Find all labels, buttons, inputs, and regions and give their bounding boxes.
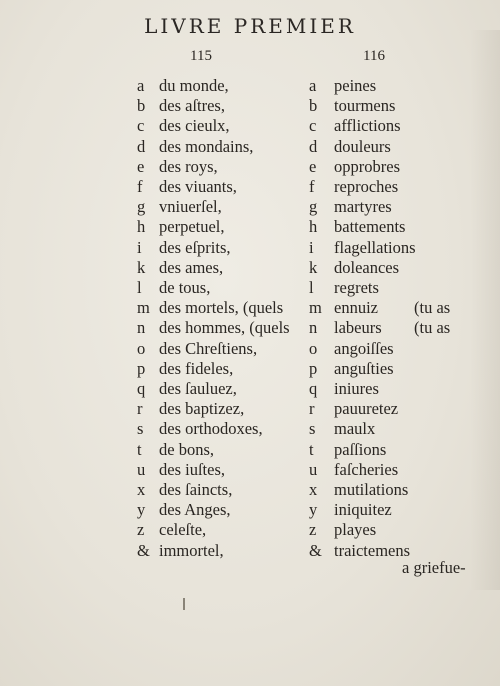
right-letter: y [309,500,318,520]
list-row [0,238,500,258]
left-word: des orthodoxes, [159,419,263,439]
left-word: des baptizez, [159,399,245,419]
list-row [0,379,500,399]
right-word: flagellations [334,237,416,257]
right-extra: (tu as [414,318,451,338]
right-letter: p [309,358,318,378]
folio-left: 115 [190,48,212,64]
list-row [0,157,500,177]
right-letter: l [309,278,314,297]
left-letter: p [137,358,146,378]
left-letter: f [137,177,143,196]
list-row [0,298,500,318]
right-letter: o [309,338,318,358]
left-letter: g [137,197,146,217]
list-row [0,500,500,520]
list-row [0,339,500,359]
left-letter: q [137,379,146,398]
left-letter: d [137,136,146,156]
catchword: a griefue- [402,558,466,577]
list-row [0,460,500,480]
right-word: douleurs [334,136,391,156]
left-letter: c [137,116,145,136]
list-row [0,258,500,278]
right-letter: e [309,156,317,176]
list-row [0,359,500,379]
list-row [0,197,500,217]
paper-mark [183,598,185,610]
left-letter: k [137,257,146,277]
list-row [0,116,500,136]
right-word: paſſions [334,439,387,459]
right-letter: q [309,379,318,398]
right-letter: m [309,298,322,318]
folio-right: 116 [363,48,385,64]
left-letter: m [137,298,150,318]
left-word: des ſaincts, [159,480,233,499]
right-letter: d [309,136,318,156]
right-word: regrets [334,278,379,297]
left-word: des viuants, [159,177,237,196]
left-letter: o [137,338,146,358]
list-row [0,217,500,237]
right-word: mutilations [334,480,409,499]
left-word: des cieulx, [159,116,230,136]
left-letter: n [137,318,146,338]
left-letter: y [137,500,146,520]
right-letter: z [309,520,317,540]
list-row [0,278,500,298]
right-letter: x [309,480,318,499]
left-word: des fideles, [159,358,234,378]
left-letter: r [137,399,143,419]
list-row [0,419,500,439]
left-word: des mortels, (quels [159,298,284,318]
right-word: martyres [334,197,392,217]
left-letter: b [137,96,146,116]
left-letter: a [137,76,145,95]
right-word: labeurs [334,318,382,338]
list-row [0,137,500,157]
right-word: battements [334,217,406,237]
left-word: des ames, [159,257,224,277]
right-letter: i [309,237,314,257]
left-word: celeſte, [159,520,207,540]
right-extra: (tu as [414,298,451,318]
right-word: doleances [334,257,400,277]
right-word: iniures [334,379,379,398]
list-row [0,318,500,338]
list-row [0,480,500,500]
right-word: iniquitez [334,500,392,520]
right-letter: t [309,439,314,459]
left-word: des aſtres, [159,96,225,116]
right-word: peines [334,76,377,95]
right-letter: f [309,177,315,196]
left-letter: l [137,278,142,297]
left-word: perpetuel, [159,217,225,237]
left-letter: z [137,520,145,540]
right-word: tourmens [334,96,396,116]
left-word: des iuſtes, [159,459,225,479]
right-word: maulx [334,419,376,439]
list-row [0,76,500,96]
left-letter: s [137,419,144,439]
left-letter: i [137,237,142,257]
list-row [0,96,500,116]
left-word: des Chreſtiens, [159,338,258,358]
right-letter: c [309,116,317,136]
left-letter: e [137,156,145,176]
list-row [0,440,500,460]
running-head: LIVRE PREMIER [144,14,356,38]
left-word: des hommes, (quels [159,318,290,338]
right-word: pauuretez [334,399,399,419]
right-word: traictemens [334,540,411,560]
right-letter: n [309,318,318,338]
right-word: faſcheries [334,459,399,479]
left-word: de bons, [159,439,214,459]
left-letter: t [137,439,142,459]
left-word: des Anges, [159,500,231,520]
left-word: immortel, [159,540,224,560]
right-letter: & [309,540,322,560]
right-word: opprobres [334,156,400,176]
right-word: anguſties [334,358,394,378]
right-word: ennuiz [334,298,378,318]
left-word: vniuerſel, [159,197,222,217]
right-letter: u [309,459,318,479]
list-row [0,520,500,540]
right-word: afflictions [334,116,401,136]
left-word: des ſauluez, [159,379,237,398]
left-letter: h [137,217,146,237]
right-word: playes [334,520,377,540]
right-letter: k [309,257,318,277]
right-letter: r [309,399,315,419]
left-word: des eſprits, [159,237,231,257]
left-word: de tous, [159,278,211,297]
list-row [0,399,500,419]
left-letter: u [137,459,146,479]
left-letter: x [137,480,146,499]
left-letter: & [137,540,150,560]
right-letter: s [309,419,316,439]
right-letter: a [309,76,317,95]
left-word: du monde, [159,76,229,95]
right-letter: h [309,217,318,237]
list-row [0,177,500,197]
left-word: des mondains, [159,136,254,156]
right-word: reproches [334,177,399,196]
right-letter: b [309,96,318,116]
right-letter: g [309,197,318,217]
left-word: des roys, [159,156,218,176]
right-word: angoiſſes [334,338,394,358]
